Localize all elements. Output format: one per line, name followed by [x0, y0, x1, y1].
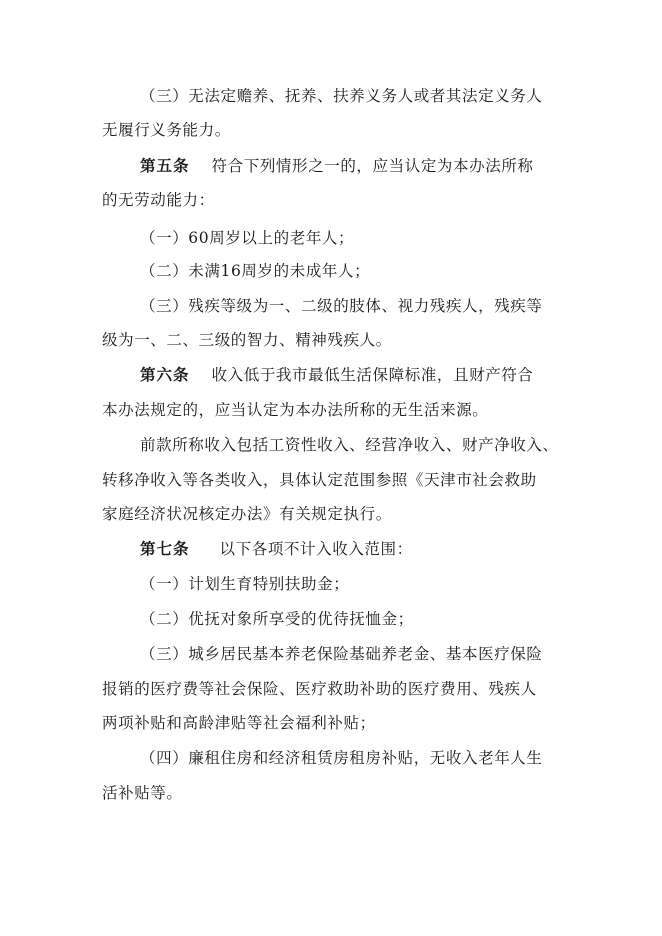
text-line: 转移净收入等各类收入，具体认定范围参照《天津市社会救助 [102, 471, 537, 489]
text-line: （四）廉租住房和经济租赁房租房补贴，无收入老年人生 [140, 749, 543, 767]
text-line: 级为一、二、三级的智力、精神残疾人。 [102, 331, 392, 349]
text-line: （二）优抚对象所享受的优待抚恤金； [140, 610, 414, 628]
text-line: 前款所称收入包括工资性收入、经营净收入、财产净收入、 [140, 436, 559, 454]
article-text: 收入低于我市最低生活保障标准，且财产符合 [211, 366, 534, 384]
text-line: 报销的医疗费等社会保险、医疗救助补助的医疗费用、残疾人 [102, 680, 537, 698]
article-label: 第六条 [140, 366, 190, 384]
text-line: （二）未满16周岁的未成年人； [140, 262, 371, 280]
article-label: 第七条 [140, 540, 190, 558]
text-line: 无履行义务能力。 [102, 121, 231, 139]
text-line: 本办法规定的，应当认定为本办法所称的无生活来源。 [102, 401, 489, 419]
article-label: 第五条 [140, 157, 190, 175]
article-text: 符合下列情形之一的，应当认定为本办法所称 [211, 157, 534, 175]
text-line: （三）残疾等级为一、二级的肢体、视力残疾人，残疾等 [140, 297, 543, 315]
article-6 [140, 365, 534, 385]
text-line: 活补贴等。 [102, 784, 183, 802]
text-line: （一）计划生育特别扶助金； [140, 575, 350, 593]
article-text: 以下各项不计入收入范围： [219, 540, 413, 558]
text-line: 家庭经济状况核定办法》有关规定执行。 [102, 505, 392, 523]
text-line: 的无劳动能力： [102, 191, 215, 209]
text-line: （三）无法定赡养、抚养、扶养义务人或者其法定义务人 [140, 87, 543, 105]
article-7 [140, 539, 413, 559]
article-5 [140, 156, 534, 176]
text-line: （一）60周岁以上的老年人； [140, 229, 355, 247]
text-line: 两项补贴和高龄津贴等社会福利补贴； [102, 714, 376, 732]
text-line: （三）城乡居民基本养老保险基础养老金、基本医疗保险 [140, 645, 543, 663]
